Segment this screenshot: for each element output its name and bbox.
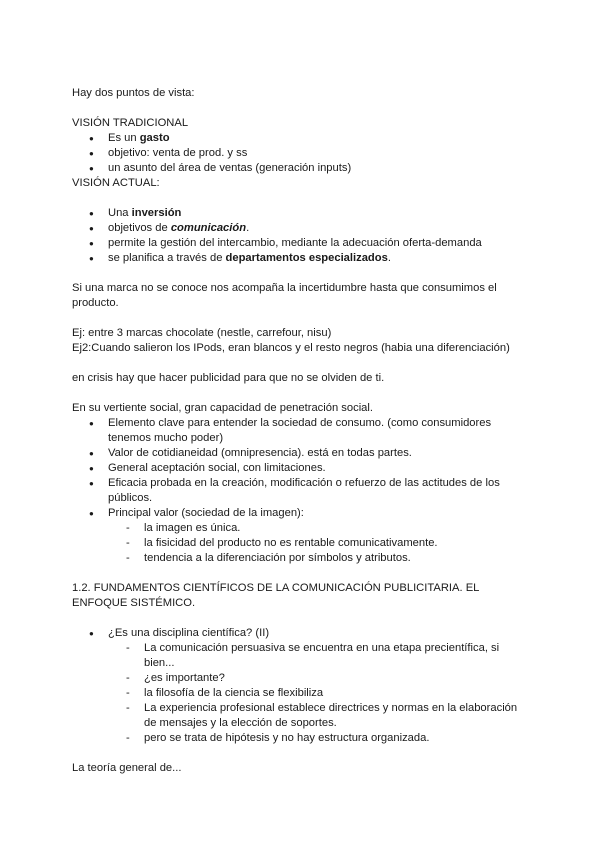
- sublist-item: - pero se trata de hipótesis y no hay estructura organizada.: [108, 731, 532, 746]
- current-list: [72, 206, 532, 266]
- list-item: ● Es un gasto: [72, 131, 532, 146]
- sublist-item: - la imagen es única.: [108, 521, 532, 536]
- example-1: Ej: entre 3 marcas chocolate (nestle, carrefour, nisu): [72, 327, 332, 339]
- list-item: ● ¿Es una disciplina científica? (II) - La comunicación persuasiva se encuentra en una etapa precientífica, si bien... - ¿es importante? - la filosofía de la ciencia se flexibiliza - La experiencia profesional establece directrices y normas en la elaboración de mensajes y la elección de soportes. - pero se trata de hipótesis y no hay estructura organizada.: [72, 626, 532, 746]
- section-heading: 1.2. FUNDAMENTOS CIENTÍFICOS DE LA COMUNICACIÓN PUBLICITARIA. EL ENFOQUE SISTÉMICO.: [72, 582, 479, 609]
- list-item: ● permite la gestión del intercambio, mediante la adecuación oferta-demanda: [72, 236, 532, 251]
- list-item: ● objetivos de comunicación.: [72, 221, 532, 236]
- heading-current: VISIÓN ACTUAL:: [72, 177, 160, 189]
- list-item: ● Principal valor (sociedad de la imagen): - la imagen es única. - la fisicidad del producto no es rentable comunicativamente. - tendencia a la diferenciación por símbolos y atributos.: [72, 506, 532, 566]
- list-item: ● Una inversión: [72, 206, 532, 221]
- paragraph-marca: Si una marca no se conoce nos acompaña la incertidumbre hasta que consumimos el producto.: [72, 282, 497, 309]
- heading-traditional: VISIÓN TRADICIONAL: [72, 117, 189, 129]
- sublist-item: - tendencia a la diferenciación por símbolos y atributos.: [108, 551, 532, 566]
- closing-line: La teoría general de...: [72, 762, 182, 774]
- sublist-item: - ¿es importante?: [108, 671, 532, 686]
- list-item: ● General aceptación social, con limitaciones.: [72, 461, 532, 476]
- list-item: ● Valor de cotidianeidad (omnipresencia). está en todas partes.: [72, 446, 532, 461]
- list-item: ● objetivo: venta de prod. y ss: [72, 146, 532, 161]
- sublist-item: - La comunicación persuasiva se encuentra en una etapa precientífica, si bien...: [108, 641, 532, 671]
- list-item: ● Elemento clave para entender la sociedad de consumo. (como consumidores tenemos mucho poder): [72, 416, 532, 446]
- document-body: [72, 86, 532, 776]
- science-sublist: [108, 641, 532, 746]
- example-2: Ej2:Cuando salieron los IPods, eran blancos y el resto negros (habia una diferenciación): [72, 342, 510, 354]
- sublist-item: - la filosofía de la ciencia se flexibiliza: [108, 686, 532, 701]
- social-list: [72, 416, 532, 566]
- list-item: ● se planifica a través de departamentos especializados.: [72, 251, 532, 266]
- sublist-item: - La experiencia profesional establece directrices y normas en la elaboración de mensajes y la elección de soportes.: [108, 701, 532, 731]
- list-item: ● Eficacia probada en la creación, modificación o refuerzo de las actitudes de los públicos.: [72, 476, 532, 506]
- intro-line: Hay dos puntos de vista:: [72, 87, 195, 99]
- paragraph-crisis: en crisis hay que hacer publicidad para que no se olviden de ti.: [72, 372, 385, 384]
- sublist-item: - la fisicidad del producto no es rentable comunicativamente.: [108, 536, 532, 551]
- traditional-list: [72, 131, 532, 176]
- list-item: ● un asunto del área de ventas (generación inputs): [72, 161, 532, 176]
- science-list: [72, 626, 532, 746]
- social-sublist: [108, 521, 532, 566]
- social-intro: En su vertiente social, gran capacidad de penetración social.: [72, 402, 374, 414]
